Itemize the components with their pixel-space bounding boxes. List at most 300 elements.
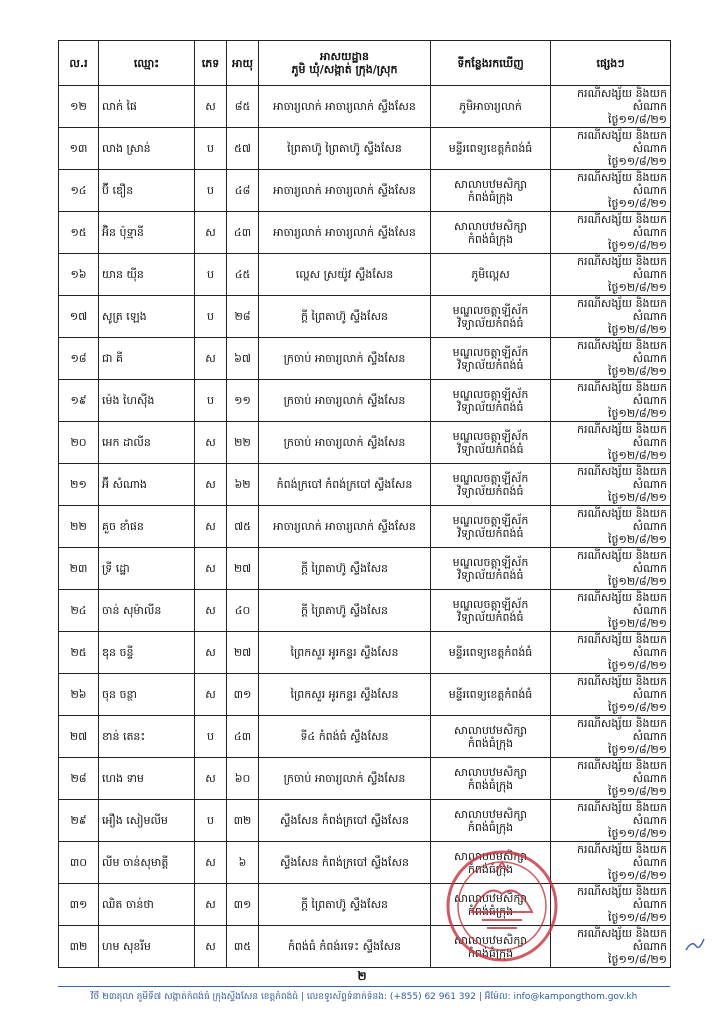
cell-place-found-place2: វិទ្យាល័យកំពង់ធំ (457, 610, 524, 624)
table-row (59, 212, 671, 254)
cell-name (99, 212, 195, 254)
table-row (59, 254, 671, 296)
cell-address (259, 380, 431, 422)
cell-no-no: ២២ (70, 520, 87, 533)
cell-address-address: ក្តី ព្រៃតាហ៊ូ ស្ទឹងសែន (300, 604, 389, 617)
cell-no-no: ១៥ (70, 226, 87, 239)
cell-address (259, 800, 431, 842)
cell-place-found-place1: សាលាបឋមសិក្សា (454, 849, 527, 863)
cell-sex (195, 422, 227, 464)
cell-place-found-place1: មណ្ឌលចត្តាឡីស័ក (452, 303, 529, 317)
cell-no-no: ៣០ (69, 856, 88, 869)
cell-sex (195, 170, 227, 212)
cell-age (227, 338, 259, 380)
cell-name (99, 338, 195, 380)
cell-no-no: ១៩ (70, 394, 87, 407)
cell-place-found (431, 632, 551, 674)
cell-other (551, 506, 671, 548)
cell-sex (195, 800, 227, 842)
cell-sex (195, 716, 227, 758)
cell-age (227, 212, 259, 254)
cell-other-note1: ករណីសង្ស័យ និងយកសំណាក (576, 927, 667, 953)
table-row (59, 464, 671, 506)
cell-address-address: ក្រចាប់ អាចារ្យលាក់ ស្ទឹងសែន (283, 394, 406, 407)
cell-sex-sex: ស (205, 688, 216, 701)
header-address-line2: ភូមិ ឃុំ/សង្កាត់ ក្រុង/ស្រុក (291, 63, 398, 76)
table-row (59, 506, 671, 548)
cell-address-address: អាចារ្យលាក់ អាចារ្យលាក់ ស្ទឹងសែន (273, 520, 416, 533)
cell-other (551, 86, 671, 128)
cell-place-found-place1: មណ្ឌលចត្តាឡីស័ក (452, 429, 529, 443)
cell-address-address: ស្ទឹងសែន កំពង់ក្របៅ ស្ទឹងសែន (280, 856, 409, 869)
cell-other-note2: ថ្ងៃ១១/៨/២១ (608, 701, 667, 714)
cell-place-found (431, 716, 551, 758)
cell-no (59, 716, 99, 758)
cell-name-name: លាក់ ផៃ (102, 100, 137, 113)
cell-place-found-place1: មណ្ឌលចត្តាឡីស័ក (452, 597, 529, 611)
cell-name (99, 716, 195, 758)
cell-other-note1: ករណីសង្ស័យ និងយកសំណាក (576, 633, 667, 659)
cell-place-found-place1: សាលាបឋមសិក្សា (454, 807, 527, 821)
cell-other-note2: ថ្ងៃ១១/៨/២១ (608, 953, 667, 966)
cell-place-found-place2: វិទ្យាល័យកំពង់ធំ (457, 400, 524, 414)
cell-address (259, 86, 431, 128)
cell-name-name: អេក ដាលីន (102, 436, 151, 449)
cell-other (551, 128, 671, 170)
seal-icon (432, 842, 582, 962)
cell-name-name: សូត្រ ឡេង (102, 310, 147, 323)
cell-other (551, 338, 671, 380)
cell-other-note1: ករណីសង្ស័យ និងយកសំណាក (576, 675, 667, 701)
cell-place-found-place2: វិទ្យាល័យកំពង់ធំ (457, 526, 524, 540)
cell-place-found-place1: មណ្ឌលចត្តាឡីស័ក (452, 513, 529, 527)
cell-name (99, 170, 195, 212)
cell-other-note2: ថ្ងៃ១១/៨/២១ (608, 911, 667, 924)
cell-place-found-place2: កំពង់ធំក្រុង (467, 232, 514, 246)
cell-age (227, 380, 259, 422)
cell-other-note2: ថ្ងៃ១១/៨/២១ (608, 785, 667, 798)
cell-name (99, 800, 195, 842)
cell-other-note1: ករណីសង្ស័យ និងយកសំណាក (576, 801, 667, 827)
cell-name (99, 926, 195, 968)
cell-other-note1: ករណីសង្ស័យ និងយកសំណាក (576, 507, 667, 533)
cell-sex-sex: ស (205, 940, 216, 953)
cell-other (551, 800, 671, 842)
table-row (59, 422, 671, 464)
cell-name-name: ខាន់ តេនះ (102, 730, 146, 743)
cell-sex (195, 128, 227, 170)
cell-place-found-place1: មន្ទីរពេទ្យខេត្តកំពង់ធំ (448, 646, 533, 659)
cell-place-found-place2: កំពង់ធំក្រុង (467, 862, 514, 876)
cell-name (99, 758, 195, 800)
cell-other (551, 632, 671, 674)
cell-name (99, 380, 195, 422)
cell-no (59, 170, 99, 212)
cell-other-note1: ករណីសង្ស័យ និងយកសំណាក (576, 129, 667, 155)
cell-no (59, 590, 99, 632)
cell-place-found (431, 170, 551, 212)
header-no: ល.រ (59, 41, 99, 86)
cell-sex-sex: ស (205, 562, 216, 575)
page-number: ២ (357, 969, 367, 983)
cell-name-name: ហេង ទាម (102, 772, 144, 785)
table-row (59, 674, 671, 716)
table-row (59, 800, 671, 842)
cell-sex-sex: ស (205, 646, 216, 659)
cell-name-name: ម៉េង ហៃស៊ីង (102, 394, 155, 407)
cell-sex-sex: ប (207, 142, 214, 155)
cell-other-note1: ករណីសង្ស័យ និងយកសំណាក (576, 591, 667, 617)
cell-place-found-place2: វិទ្យាល័យកំពង់ធំ (457, 442, 524, 456)
cell-name (99, 674, 195, 716)
table-row (59, 86, 671, 128)
table-row (59, 716, 671, 758)
cell-place-found-place2: វិទ្យាល័យកំពង់ធំ (457, 316, 524, 330)
header-age: អាយុ (227, 41, 259, 86)
cell-other (551, 296, 671, 338)
cell-other (551, 758, 671, 800)
cell-age (227, 842, 259, 884)
header-address-line1: អាសយដ្ឋាន (320, 50, 369, 63)
cell-age-age: ៦០ (234, 772, 251, 785)
cell-no-no: ១៦ (70, 268, 87, 281)
cell-no (59, 212, 99, 254)
cell-age (227, 254, 259, 296)
cell-no-no: ២៤ (70, 604, 87, 617)
cell-no (59, 674, 99, 716)
cell-age (227, 926, 259, 968)
cell-place-found (431, 296, 551, 338)
cell-age (227, 884, 259, 926)
cell-sex (195, 338, 227, 380)
cell-name (99, 590, 195, 632)
cell-other-note1: ករណីសង្ស័យ និងយកសំណាក (576, 255, 667, 281)
cell-place-found-place1: មន្ទីរពេទ្យខេត្តកំពង់ធំ (448, 688, 533, 701)
cell-sex-sex: ប (207, 730, 214, 743)
cell-no (59, 254, 99, 296)
cell-place-found-place2: កំពង់ធំក្រុង (467, 778, 514, 792)
cell-sex-sex: ស (205, 226, 216, 239)
cell-name (99, 464, 195, 506)
cell-other-note1: ករណីសង្ស័យ និងយកសំណាក (576, 843, 667, 869)
cell-no-no: ៣១ (69, 898, 88, 911)
table-row (59, 296, 671, 338)
cell-no-no: ១៣ (69, 142, 88, 155)
cell-name-name: ឌុន ចន្ទី (102, 646, 134, 659)
cell-age (227, 86, 259, 128)
table-row (59, 338, 671, 380)
cell-age (227, 632, 259, 674)
cell-age (227, 422, 259, 464)
cell-place-found (431, 380, 551, 422)
cell-place-found-place1: សាលាបឋមសិក្សា (454, 177, 527, 191)
cell-name-name: លាង ស្រាន់ (102, 142, 151, 155)
table-row (59, 758, 671, 800)
cell-address-address: ព្រៃកសួរ អូរកន្ទរ ស្ទឹងសែន (290, 688, 399, 701)
cell-other-note1: ករណីសង្ស័យ និងយកសំណាក (576, 171, 667, 197)
cell-age-age: ២៧ (233, 562, 252, 575)
cell-name (99, 506, 195, 548)
cell-address-address: ព្រៃកសួរ អូរកន្ទរ ស្ទឹងសែន (290, 646, 399, 659)
cell-age-age: ៣១ (233, 688, 252, 701)
cell-address (259, 926, 431, 968)
cell-place-found-place2: កំពង់ធំក្រុង (467, 736, 514, 750)
cell-other (551, 422, 671, 464)
cell-sex-sex: ស (205, 856, 216, 869)
cell-other-note2: ថ្ងៃ១២/៨/២១ (608, 281, 667, 294)
cell-address-address: ក្តី ព្រៃតាហ៊ូ ស្ទឹងសែន (300, 310, 389, 323)
cell-sex-sex: ស (205, 898, 216, 911)
cell-other-note1: ករណីសង្ស័យ និងយកសំណាក (576, 759, 667, 785)
cell-no (59, 338, 99, 380)
cell-address (259, 254, 431, 296)
cell-place-found-place2: វិទ្យាល័យកំពង់ធំ (457, 484, 524, 498)
cell-address (259, 674, 431, 716)
cell-age (227, 548, 259, 590)
cell-no (59, 506, 99, 548)
cell-address-address: ល្ពេស ស្រយ៉ូវ ស្ទឹងសែន (295, 268, 394, 281)
cell-sex-sex: ប (207, 394, 214, 407)
cell-no (59, 632, 99, 674)
cell-age-age: ៣៥ (233, 940, 252, 953)
cell-address (259, 128, 431, 170)
cell-no (59, 380, 99, 422)
cell-no-no: ១៤ (70, 184, 87, 197)
cell-place-found-place2: វិទ្យាល័យកំពង់ធំ (457, 568, 524, 582)
cell-no-no: ១៨ (70, 352, 87, 365)
table-row (59, 590, 671, 632)
header-address (259, 41, 431, 86)
cell-sex-sex: ស (205, 478, 216, 491)
cell-place-found (431, 674, 551, 716)
cell-name (99, 884, 195, 926)
cell-address-address: ក្រចាប់ អាចារ្យលាក់ ស្ទឹងសែន (283, 772, 406, 785)
cell-other-note1: ករណីសង្ស័យ និងយកសំណាក (576, 549, 667, 575)
cell-sex (195, 590, 227, 632)
table-body (59, 86, 671, 968)
cell-name-name: ទ្រី ដ្ឋោ (102, 562, 130, 575)
cell-name (99, 254, 195, 296)
cell-name-name: ចុន ចន្ថា (102, 688, 137, 701)
cell-sex (195, 212, 227, 254)
cell-sex (195, 674, 227, 716)
cell-other-note2: ថ្ងៃ១២/៨/២១ (608, 365, 667, 378)
cell-no (59, 86, 99, 128)
cell-place-found (431, 254, 551, 296)
cell-sex (195, 506, 227, 548)
cell-sex (195, 380, 227, 422)
cell-sex-sex: ស (205, 436, 216, 449)
cell-name-name: ប៊ី ឌឿន (102, 184, 134, 197)
cell-age-age: ៤០ (234, 604, 251, 617)
cell-place-found (431, 128, 551, 170)
cell-address-address: អាចារ្យលាក់ អាចារ្យលាក់ ស្ទឹងសែន (273, 100, 416, 113)
cell-age (227, 716, 259, 758)
cell-place-found (431, 422, 551, 464)
cell-sex (195, 926, 227, 968)
cell-place-found-place1: សាលាបឋមសិក្សា (454, 933, 527, 947)
cell-place-found-place2: កំពង់ធំក្រុង (467, 904, 514, 918)
cell-place-found-place2: កំពង់ធំក្រុង (467, 820, 514, 834)
cell-no-no: ២៦ (70, 688, 87, 701)
cell-age-age: ៧៥ (234, 520, 251, 533)
cell-address-address: កំពង់ក្របៅ កំពង់ក្របៅ ស្ទឹងសែន (276, 478, 413, 491)
cell-other-note2: ថ្ងៃ១១/៨/២១ (608, 239, 667, 252)
cell-address (259, 212, 431, 254)
cell-no-no: ២៣ (69, 562, 88, 575)
cell-age-age: ៣១ (233, 898, 252, 911)
cell-address-address: ក្រចាប់ អាចារ្យលាក់ ស្ទឹងសែន (283, 436, 406, 449)
cell-sex-sex: ស (205, 100, 216, 113)
cell-no (59, 800, 99, 842)
cell-address (259, 338, 431, 380)
signature-mark (684, 936, 706, 958)
cell-address-address: ក្តី ព្រៃតាហ៊ូ ស្ទឹងសែន (300, 898, 389, 911)
cell-sex (195, 254, 227, 296)
cell-place-found-place1: ភូមិល្ពេស (471, 268, 510, 281)
cell-no-no: ២៩ (70, 814, 87, 827)
cell-name-name: គួច ខាំផន (102, 520, 144, 533)
cell-sex (195, 86, 227, 128)
cell-address (259, 632, 431, 674)
cell-age (227, 674, 259, 716)
header-sex: ភេទ (195, 41, 227, 86)
cell-other-note2: ថ្ងៃ១១/៨/២១ (608, 743, 667, 756)
cell-other-note2: ថ្ងៃ១២/៨/២១ (608, 575, 667, 588)
cell-place-found-place1: សាលាបឋមសិក្សា (454, 723, 527, 737)
cell-other-note1: ករណីសង្ស័យ និងយកសំណាក (576, 297, 667, 323)
cell-age-age: ១១ (234, 394, 251, 407)
cell-address-address: ក្រចាប់ អាចារ្យលាក់ ស្ទឹងសែន (283, 352, 406, 365)
cell-address-address: ទី៤ កំពង់ធំ ស្ទឹងសែន (300, 730, 389, 743)
cell-age-age: ៨៥ (234, 100, 251, 113)
cell-age-age: ២៨ (234, 310, 251, 323)
cell-address-address: ក្តី ព្រៃតាហ៊ូ ស្ទឹងសែន (300, 562, 389, 575)
cell-sex (195, 464, 227, 506)
cell-age (227, 170, 259, 212)
cell-name-name: អ៊ិន ប៉ុទ្មានី (102, 226, 144, 239)
cell-no-no: ២១ (70, 478, 87, 491)
cell-no (59, 842, 99, 884)
cell-name (99, 422, 195, 464)
cell-other (551, 674, 671, 716)
cell-sex-sex: ស (205, 520, 216, 533)
cell-address (259, 842, 431, 884)
cell-address-address: អាចារ្យលាក់ អាចារ្យលាក់ ស្ទឹងសែន (273, 226, 416, 239)
cell-other-note2: ថ្ងៃ១២/៨/២១ (608, 617, 667, 630)
cell-other (551, 380, 671, 422)
cell-no (59, 464, 99, 506)
cell-other-note2: ថ្ងៃ១២/៨/២១ (608, 449, 667, 462)
cell-name (99, 632, 195, 674)
cell-age-age: ២៧ (233, 646, 252, 659)
cell-other (551, 464, 671, 506)
cell-age (227, 506, 259, 548)
cell-no (59, 926, 99, 968)
cell-no (59, 422, 99, 464)
cell-other-note1: ករណីសង្ស័យ និងយកសំណាក (576, 87, 667, 113)
cell-age-age: ២២ (234, 436, 251, 449)
cell-name-name: ឈិត ចាន់ថា (102, 898, 154, 911)
cell-other-note2: ថ្ងៃ១១/៨/២១ (608, 659, 667, 672)
cell-sex (195, 842, 227, 884)
cell-age-age: ៦២ (234, 478, 251, 491)
cell-place-found-place1: សាលាបឋមសិក្សា (454, 891, 527, 905)
cell-other-note2: ថ្ងៃ១២/៨/២១ (608, 533, 667, 546)
cell-address (259, 170, 431, 212)
cell-no-no: ២៧ (69, 730, 88, 743)
cell-address-address: ស្ទឹងសែន កំពង់ក្របៅ ស្ទឹងសែន (280, 814, 409, 827)
cell-other-note1: ករណីសង្ស័យ និងយកសំណាក (576, 381, 667, 407)
cell-address (259, 590, 431, 632)
cell-sex-sex: ស (205, 772, 216, 785)
cell-age (227, 758, 259, 800)
cell-place-found-place1: មន្ទីរពេទ្យខេត្តកំពង់ធំ (448, 142, 533, 155)
cell-name (99, 548, 195, 590)
cell-other (551, 254, 671, 296)
cell-address-address: កំពង់ធំ កំពង់រទេះ ស្ទឹងសែន (287, 940, 402, 953)
data-table (58, 40, 671, 968)
cell-other (551, 170, 671, 212)
cell-no (59, 548, 99, 590)
cell-no (59, 884, 99, 926)
cell-age (227, 800, 259, 842)
cell-sex (195, 296, 227, 338)
table-header (59, 41, 671, 86)
cell-age-age: ៦ (238, 856, 247, 869)
cell-age-age: ៤៥ (234, 268, 251, 281)
cell-other-note1: ករណីសង្ស័យ និងយកសំណាក (576, 423, 667, 449)
cell-name-name: អ៊ី សំណាង (102, 478, 147, 491)
cell-no (59, 296, 99, 338)
cell-place-found-place2: កំពង់ធំក្រុង (467, 190, 514, 204)
cell-other-note2: ថ្ងៃ១២/៨/២១ (608, 323, 667, 336)
cell-no (59, 128, 99, 170)
cell-place-found (431, 506, 551, 548)
cell-other-note2: ថ្ងៃ១១/៨/២១ (608, 869, 667, 882)
footer-contact: វិថី ២៣តុលា ភូមិទី៧ សង្កាត់កំពង់ធំ ក្រុងស្ទឹងសែន ខេត្តកំពង់ធំ | លេខទូរស័ព្ទទំនាក់ទំនង: (+855) 62 961 392 | អ៊ីម៉ែល: info@kampongthom.gov.kh (90, 992, 638, 1002)
cell-sex (195, 632, 227, 674)
cell-age-age: ៥៧ (234, 142, 251, 155)
cell-place-found-place1: សាលាបឋមសិក្សា (454, 219, 527, 233)
cell-other-note2: ថ្ងៃ១១/៨/២១ (608, 827, 667, 840)
cell-no-no: ២៨ (70, 772, 87, 785)
official-seal (432, 842, 582, 966)
cell-no (59, 758, 99, 800)
table-row (59, 380, 671, 422)
cell-name (99, 128, 195, 170)
cell-address (259, 422, 431, 464)
cell-name (99, 86, 195, 128)
cell-other-note1: ករណីសង្ស័យ និងយកសំណាក (576, 885, 667, 911)
cell-address (259, 548, 431, 590)
table-row (59, 170, 671, 212)
cell-name-name: ហម សុខរីម (102, 940, 151, 953)
cell-place-found-place1: មណ្ឌលចត្តាឡីស័ក (452, 387, 529, 401)
cell-age (227, 464, 259, 506)
cell-sex (195, 758, 227, 800)
cell-sex-sex: ប (207, 814, 214, 827)
table-row (59, 548, 671, 590)
cell-age-age: ៦៧ (234, 352, 251, 365)
cell-sex-sex: ប (207, 310, 214, 323)
cell-name (99, 842, 195, 884)
cell-other-note2: ថ្ងៃ១២/៨/២១ (608, 491, 667, 504)
cell-other (551, 590, 671, 632)
cell-place-found (431, 212, 551, 254)
cell-no-no: ៣២ (69, 940, 88, 953)
cell-place-found (431, 464, 551, 506)
